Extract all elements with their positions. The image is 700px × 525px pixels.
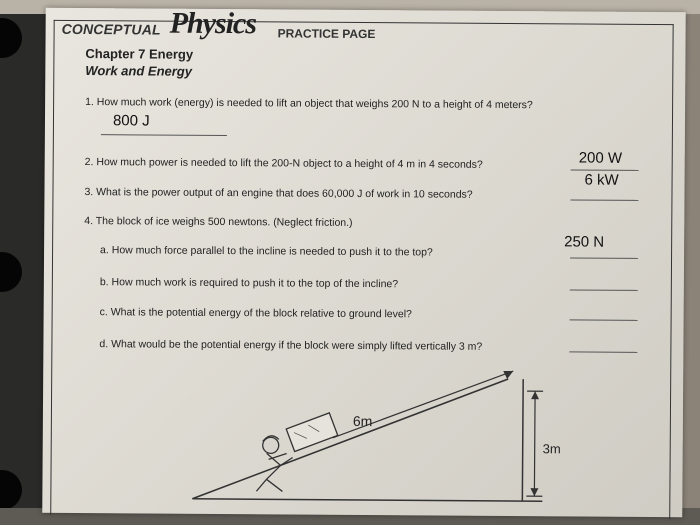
question-number: 4.: [84, 215, 94, 228]
question-text: What is the power output of an engine that does 60,000 J of work in 10 seconds?: [96, 186, 473, 201]
incline-diagram: [182, 359, 563, 512]
question-text: The block of ice weighs 500 newtons. (Neglect friction.): [95, 215, 353, 229]
answer-4a: 250 N: [564, 233, 605, 251]
height-label: 3m: [542, 441, 561, 457]
height-arrowhead-bottom: [530, 488, 538, 496]
height-arrow: [534, 391, 535, 496]
subquestion-letter: d.: [99, 338, 109, 351]
incline-length-label: 6m: [352, 412, 373, 430]
answer-1: 800 J: [112, 112, 150, 130]
question-number: 1.: [85, 96, 94, 109]
question-text: How much power is needed to lift the 200-N object to a height of 4 m in 4 seconds?: [96, 156, 483, 171]
question-number: 3.: [84, 186, 94, 199]
vertical-wall: [522, 379, 523, 501]
chapter-title: Chapter 7 Energy: [85, 46, 194, 62]
height-arrowhead-top: [531, 391, 539, 399]
answer-2: 200 W: [578, 149, 623, 167]
subquestion-text: What would be the potential energy if the block were simply lifted vertically 3 m?: [111, 338, 483, 353]
answer-3: 6 kW: [584, 171, 619, 189]
question-text: How much work (energy) is needed to lift an object that weighs 200 N to a height of 4 meters?: [96, 96, 533, 112]
subquestion-text: How much force parallel to the incline is needed to push it to the top?: [111, 244, 433, 259]
length-arrowhead: [503, 371, 513, 379]
subquestion-letter: a.: [100, 244, 109, 257]
question-4: [84, 215, 352, 229]
brand-main: Physics: [169, 6, 257, 41]
section-subtitle: Work and Energy: [85, 63, 193, 79]
worksheet-page: [42, 8, 686, 517]
subquestion-b: [100, 276, 398, 290]
incline-surface: [192, 377, 508, 501]
subquestion-letter: b.: [99, 276, 109, 289]
ground-line: [192, 499, 542, 501]
ice-block: [286, 413, 338, 452]
brand-prefix: CONCEPTUAL: [61, 20, 161, 38]
subquestion-c: [100, 306, 412, 320]
subquestion-a: [100, 244, 433, 258]
question-number: 2.: [84, 156, 94, 169]
subquestion-text: How much work is required to push it to the top of the incline?: [111, 276, 399, 291]
subquestion-letter: c.: [99, 306, 108, 319]
page-type-label: PRACTICE PAGE: [277, 26, 376, 42]
subquestion-text: What is the potential energy of the block relative to ground level?: [110, 306, 412, 321]
